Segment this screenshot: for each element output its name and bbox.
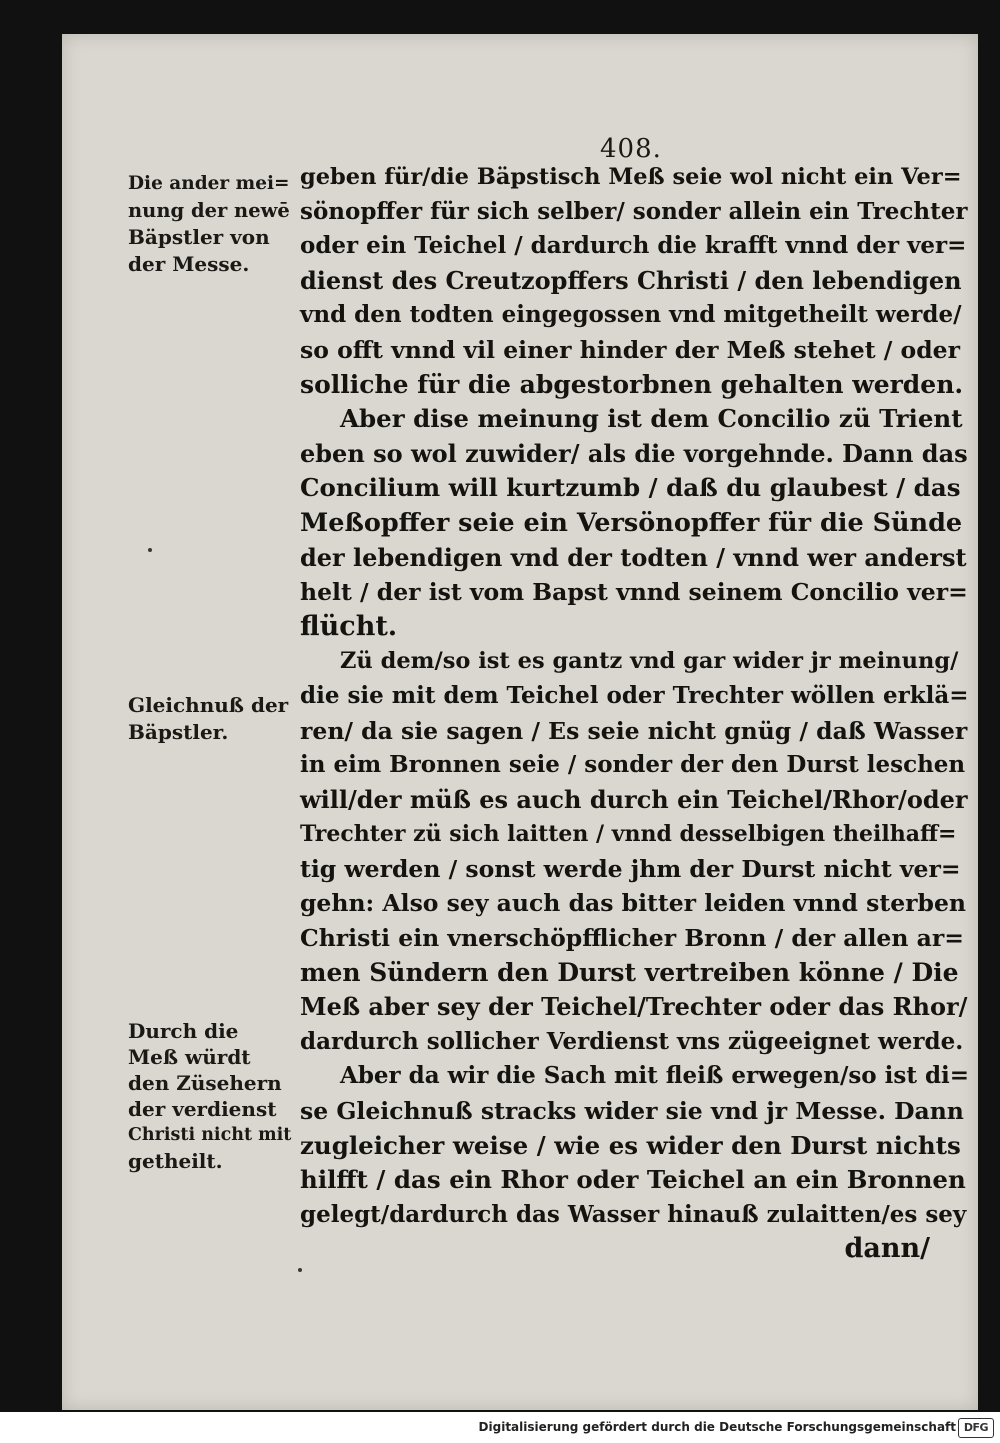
text-line: ren/ da sie sagen / Es seie nicht gnüg / daß Wasser [300,716,968,745]
text-line: Meß aber sey der Teichel/Trechter oder das Rhor/ [300,992,968,1022]
ink-speck [298,1268,302,1272]
text-line: gelegt/dardurch das Wasser hinauß zulaitten/es sey [300,1200,967,1228]
margin-note-2 [128,692,290,746]
catchword: dann/ [844,1233,930,1265]
text-line: solliche für die abgestorbnen gehalten werden. [300,369,964,399]
digitization-credit: Digitalisierung gefördert durch die Deutsche Forschungsgemeinschaft [478,1420,956,1434]
text-line: Zü dem/so ist es gantz vnd gar wider jr meinung/ [340,648,959,675]
margin-note-line: nung der newē [128,199,290,222]
text-line: geben für/die Bäpstisch Meß seie wol nicht ein Ver= [300,164,962,190]
text-line: die sie mit dem Teichel oder Trechter wöllen erklä= [300,681,969,709]
margin-note-line: Gleichnuß der [128,693,289,717]
text-line: gehn: Also sey auch das bitter leiden vnnd sterben [300,889,966,918]
margin-note-3 [128,1018,290,1174]
text-line: dardurch sollicher Verdienst vns zügeeignet werde. [300,1027,964,1055]
margin-note-1 [128,170,290,278]
text-line: Trechter zü sich laitten / vnnd desselbigen theilhaff= [300,821,957,848]
text-line: Christi ein vnerschöpfflicher Bronn / der allen ar= [300,924,964,953]
text-line: vnd den todten eingegossen vnd mitgetheilt werde/ [300,301,962,329]
text-line: oder ein Teichel / dardurch die krafft vnnd der ver= [300,232,967,260]
text-line: hilfft / das ein Rhor oder Teichel an ein Bronnen [300,1165,966,1195]
dfg-logo-icon: DFG [958,1418,994,1438]
margin-note-line: der verdienst [128,1097,277,1121]
text-line: in eim Bronnen seie / sonder der den Durst leschen [300,751,966,779]
text-line: zugleicher weise / wie es wider den Durst nichts [300,1130,961,1160]
text-line: helt / der ist vom Bapst vnnd seinem Concilio ver= [300,578,968,607]
text-line: Aber dise meinung ist dem Concilio zü Trient [340,404,963,434]
text-line: dienst des Creutzopffers Christi / den lebendigen [300,265,962,295]
margin-note-line: Christi nicht mit [128,1125,292,1145]
text-line: tig werden / sonst werde jhm der Durst nicht ver= [300,854,961,883]
margin-note-line: der Messe. [128,252,250,276]
margin-note-line: Die ander mei= [128,173,290,194]
text-line: der lebendigen vnd der todten / vnnd wer anderst [300,542,967,572]
text-line: Concilium will kurtzumb / daß du glaubest / das [300,473,961,503]
main-text-block [300,160,970,1267]
text-line: Aber da wir die Sach mit fleiß erwegen/so ist di= [340,1062,970,1090]
ink-speck [148,548,152,552]
text-line: men Sündern den Durst vertreiben könne / Die [300,957,959,987]
text-line: se Gleichnuß stracks wider sie vnd jr Messe. Dann [300,1097,964,1126]
text-line: flücht. [300,610,398,642]
text-line: will/der müß es auch durch ein Teichel/Rhor/oder [300,784,968,814]
text-line: eben so wol zuwider/ als die vorgehnde. Dann das [300,438,968,468]
margin-note-line: Bäpstler von [128,225,270,249]
margin-note-line: den Züsehern [128,1071,282,1095]
page-number: 408. [600,134,662,164]
margin-note-line: Durch die [128,1019,239,1043]
margin-note-line: Meß würdt [128,1045,251,1069]
margin-note-line: Bäpstler. [128,720,229,744]
text-line: Meßopffer seie ein Versönopffer für die Sünde [300,507,963,538]
text-line: sönopffer für sich selber/ sonder allein ein Trechter [300,197,968,225]
text-line: so offt vnnd vil einer hinder der Meß stehet / oder [300,335,960,364]
margin-note-line: getheilt. [128,1149,223,1173]
footer-bar [0,1412,1000,1443]
